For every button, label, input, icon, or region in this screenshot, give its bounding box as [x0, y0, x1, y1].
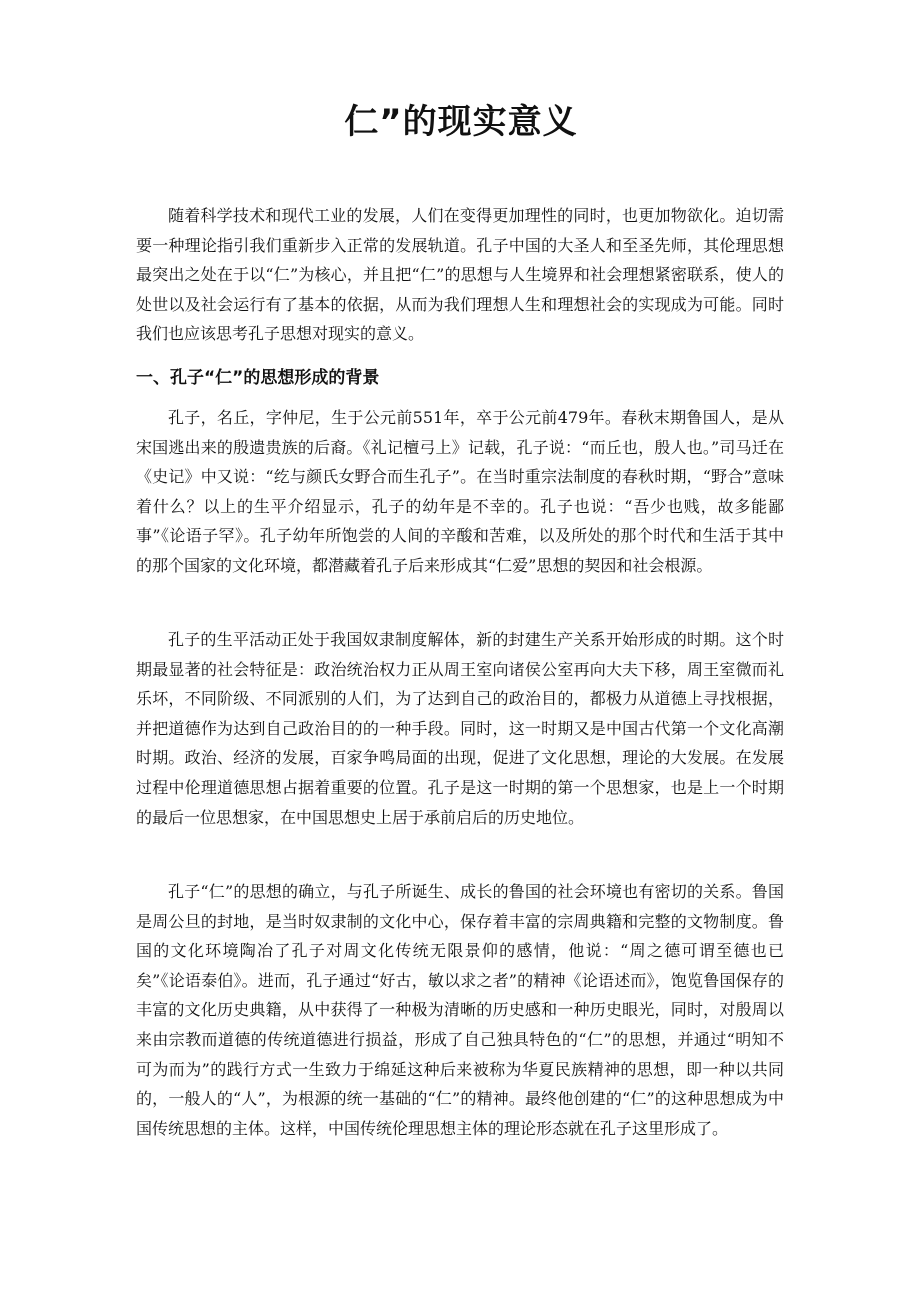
- document-title: 仁”的现实意义: [344, 102, 578, 142]
- background-paragraph-2: 孔子的生平活动正处于我国奴隶制度解体，新的封建生产关系开始形成的时期。这个时期最显著的社会特征是：政治统治权力正从周王室向诸侯公室再向大夫下移，周王室微而礼乐坏，不同阶级、不同派别的人们，为了达到自己的政治目的，都极力从道德上寻找根据，并把道德作为达到自己政治目的的一种手段。同时，这一时期又是中国古代第一个文化高潮时期。政治、经济的发展，百家争鸣局面的出现，促进了文化思想，理论的大发展。在发展过程中伦理道德思想占据着重要的位置。孔子是这一时期的第一个思想家，也是上一个时期的最后一位思想家，在中国思想史上居于承前启后的历史地位。: [136, 630, 784, 827]
- intro-paragraph: 随着科学技术和现代工业的发展，人们在变得更加理性的同时，也更加物欲化。迫切需要一种理论指引我们重新步入正常的发展轨道。孔子中国的大圣人和至圣先师，其伦理思想最突出之处在于以“仁”为核心，并且把“仁”的思想与人生境界和社会理想紧密联系，使人的处世以及社会运行有了基本的依据，从而为我们理想人生和理想社会的实现成为可能。同时我们也应该思考孔子思想对现实的意义。: [136, 206, 784, 344]
- section-heading: 一、孔子“仁”的思想形成的背景: [136, 368, 380, 388]
- background-paragraph-3: 孔子“仁”的思想的确立，与孔子所诞生、成长的鲁国的社会环境也有密切的关系。鲁国是周公旦的封地，是当时奴隶制的文化中心，保存着丰富的宗周典籍和完整的文物制度。鲁国的文化环境陶冶了孔子对周文化传统无限景仰的感情，他说：“周之德可谓至德也已矣”《论语泰伯》。进而，孔子通过“好古，敏以求之者”的精神《论语述而》，饱览鲁国保存的丰富的文化历史典籍，从中获得了一种极为清晰的历史感和一种历史眼光，同时，对殷周以来由宗教而道德的传统道德进行损益，形成了自己独具特色的“仁”的思想，并通过“明知不可为而为”的践行方式一生致力于绵延这种后来被称为华夏民族精神的思想，即一种以共同的，一般人的“人”，为根源的统一基础的“仁”的精神。最终他创建的“仁”的这种思想成为中国传统思想的主体。这样，中国传统伦理思想主体的理论形态就在孔子这里形成了。: [136, 882, 784, 1138]
- background-paragraph-1: 孔子，名丘，字仲尼，生于公元前551年，卒于公元前479年。春秋末期鲁国人，是从宋国逃出来的殷遗贵族的后裔。《礼记檀弓上》记载，孔子说：“而丘也，殷人也。”司马迁在《史记》中又说：“纥与颜氏女野合而生孔子”。在当时重宗法制度的春秋时期，“野合”意味着什么？以上的生平介绍显示，孔子的幼年是不幸的。孔子也说：“吾少也贱，故多能鄙事”《论语子罕》。孔子幼年所饱尝的人间的辛酸和苦难，以及所处的那个时代和生活于其中的那个国家的文化环境，都潜藏着孔子后来形成其“仁爱”思想的契因和社会根源。: [136, 408, 784, 575]
